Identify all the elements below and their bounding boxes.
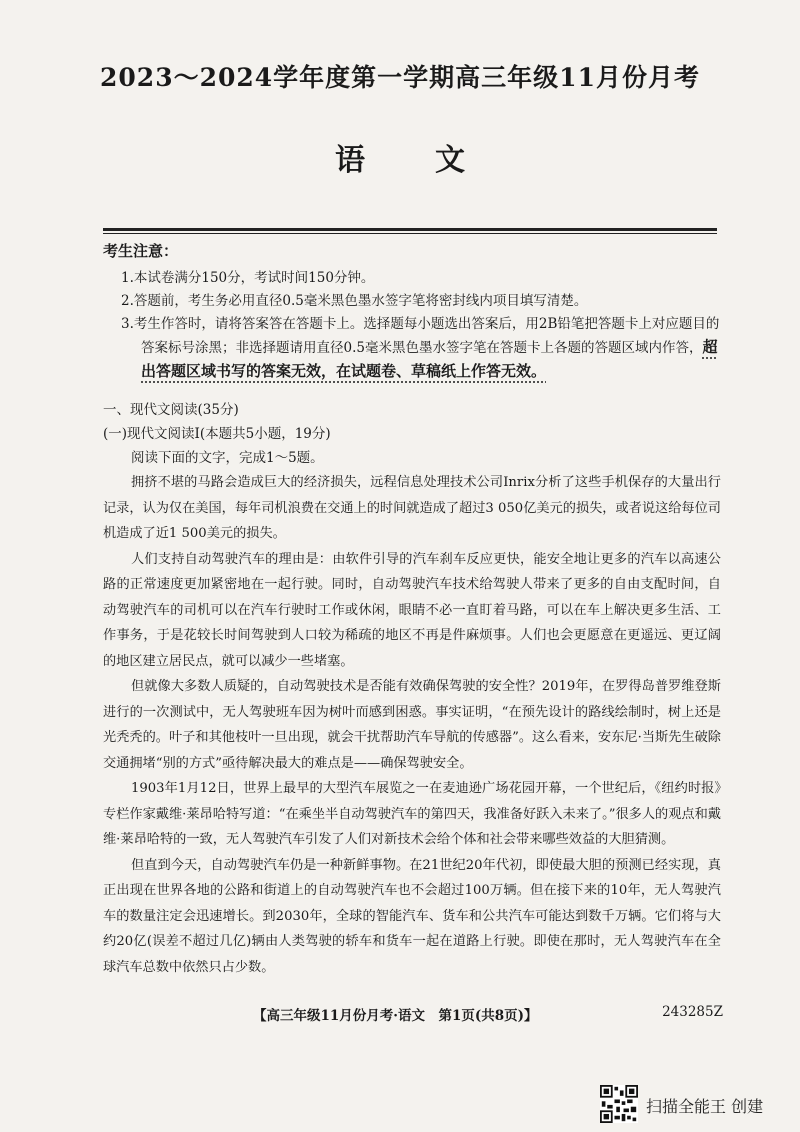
- scanner-watermark: [600, 1085, 790, 1125]
- subject-title: 语文: [335, 143, 535, 178]
- notice-emphasis: 超出答题区域书写的答案无效，在试题卷、草稿纸上作答无效。: [141, 338, 718, 380]
- section-heading: 一、现代文阅读(35分): [103, 402, 239, 418]
- notice-item-1: 1.本试卷满分150分，考试时间150分钟。: [121, 270, 375, 286]
- footer-page-info: 【高三年级11月份月考·语文 第1页(共8页)】: [253, 1008, 538, 1024]
- paragraph-4: 1903年1月12日，世界上最早的大型汽车展览之一在麦迪逊广场花园开幕，一个世纪后，《纽约时报》专栏作家戴维·莱昂哈特写道：“在乘坐半自动驾驶汽车的第四天，我准备好跃入未来了。”很多人的观点和戴维·莱昂哈特的一致，无人驾驶汽车引发了人们对新技术会给个体和社会带来哪些效益的大胆猜测。: [103, 781, 721, 847]
- paragraph-2: 人们支持自动驾驶汽车的理由是：由软件引导的汽车刹车反应更快，能安全地让更多的汽车以高速公路的正常速度更加紧密地在一起行驶。同时，自动驾驶汽车技术给驾驶人带来了更多的自由支配时间，自动驾驶汽车的司机可以在汽车行驶时工作或休闲，眼睛不必一直盯着马路，可以在车上解决更多生活、工作事务，于是花较长时间驾驶到人口较为稀疏的地区不再是件麻烦事。人们也会更愿意在更遥远、更辽阔的地区建立居民点，就可以减少一些堵塞。: [103, 551, 721, 669]
- subsection-heading: (一)现代文阅读Ⅰ(本题共5小题，19分): [103, 426, 331, 442]
- qr-code-icon: [600, 1085, 638, 1123]
- notice-item-3: [103, 313, 723, 384]
- notice-item-2: 2.答题前，考生务必用直径0.5毫米黑色墨水签字笔将密封线内项目填写清楚。: [121, 293, 588, 309]
- header-rule-thin: [103, 233, 717, 234]
- paragraph-3: 但就像大多数人质疑的，自动驾驶技术是否能有效确保驾驶的安全性？2019年，在罗得岛普罗维登斯进行的一次测试中，无人驾驶班车因为树叶而感到困惑。事实证明，“在预先设计的路线绘制时，树上还是光秃秃的。叶子和其他枝叶一旦出现，就会干扰帮助汽车导航的传感器”。这么看来，安东尼·当斯先生破除交通拥堵“别的方式”亟待解决最大的难点是——确保驾驶安全。: [103, 679, 721, 771]
- watermark-text: 扫描全能王 创建: [646, 1097, 764, 1116]
- header-rule-thick: [103, 228, 717, 231]
- candidate-notice: [103, 240, 723, 384]
- paragraph-1: 拥挤不堪的马路会造成巨大的经济损失，远程信息处理技术公司Inrix分析了这些手机保存的大量出行记录，认为仅在美国，每年司机浪费在交通上的时间就造成了超过3 050亿美元的损失，或者说这给每位司机造成了近1 500美元的损失。: [103, 475, 721, 541]
- notice-heading: 考生注意：: [103, 242, 179, 260]
- paragraph-5: 但直到今天，自动驾驶汽车仍是一种新鲜事物。在21世纪20年代初，即使最大胆的预测已经实现，真正出现在世界各地的公路和街道上的自动驾驶汽车也不会超过100万辆。但在接下来的10年，无人驾驶汽车的数量注定会迅速增长。到2030年，全球的智能汽车、货车和公共汽车可能达到数千万辆。它们将与大约20亿(误差不超过几亿)辆由人类驾驶的轿车和货车一起在道路上行驶。即使在那时，无人驾驶汽车在全球汽车总数中依然只占少数。: [103, 857, 721, 975]
- reading-instruction: 阅读下面的文字，完成1～5题。: [131, 450, 324, 466]
- notice-item-3-text: 3.考生作答时，请将答案答在答题卡上。选择题每小题选出答案后，用2B铅笔把答题卡上对应题目的答案标号涂黑；非选择题请用直径0.5毫米黑色墨水签字笔在答题卡上各题的答题区域内作答，: [121, 316, 720, 356]
- reading-section: [103, 398, 721, 980]
- exam-title: 2023～2024学年度第一学期高三年级11月份月考: [100, 63, 700, 92]
- footer-code: 243285Z: [662, 1004, 723, 1020]
